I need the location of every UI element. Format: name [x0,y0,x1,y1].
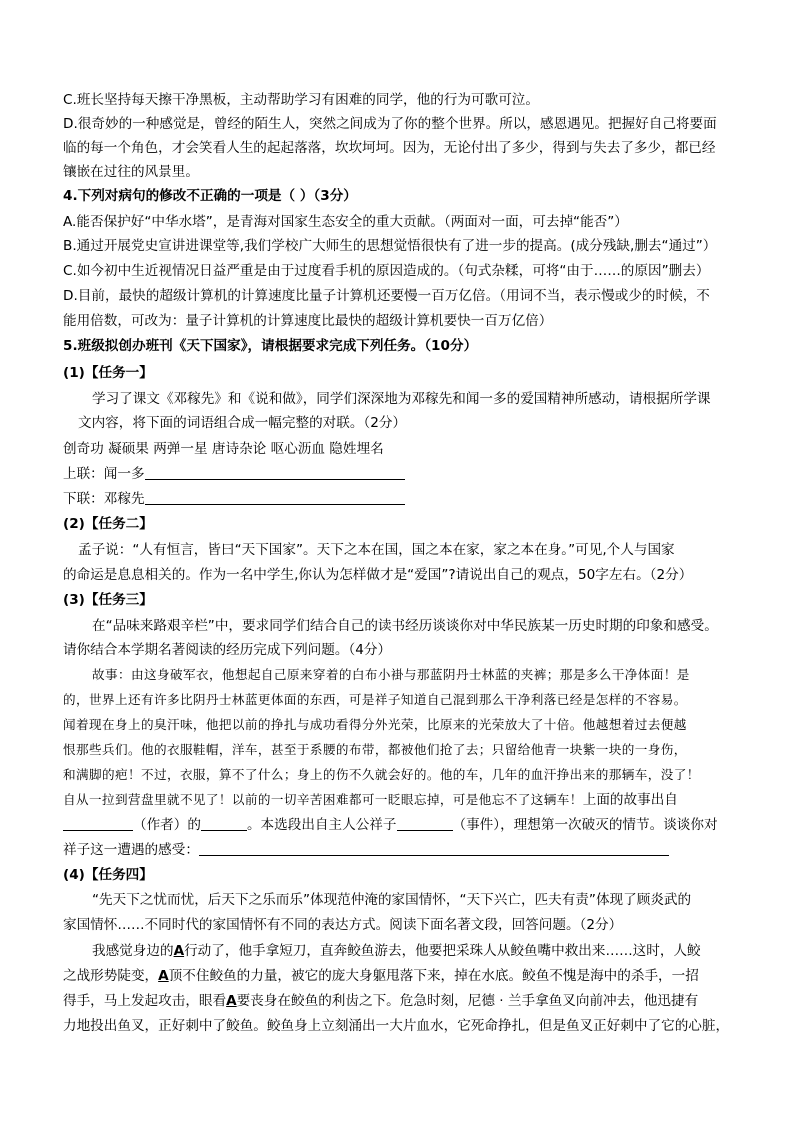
author-label: （作者）的 [133,817,201,833]
source-question-text: 上面的故事出自 [582,792,678,808]
source-question-row [63,814,718,836]
task-3-text-line2: 请你结合本学期名著阅读的经历完成下列问题。（4分） [63,642,392,658]
question-5-stem: 5.班级拟创办班刊《天下国家》，请根据要求完成下列任务。（10分） [63,338,478,354]
story-line2: 的，世界上还有许多比阴丹士林蓝更体面的东西，可是祥子知道自己混到那么干净利落已经是怎样的不容易。 [63,692,687,707]
event-lead: 。本选段出自主人公祥子 [246,817,397,833]
event-blank[interactable] [397,816,453,831]
book-title-blank[interactable] [201,816,247,831]
blank-a-2: A [158,968,169,984]
feeling-blank[interactable] [199,841,669,856]
passage-line1-start: 我感觉身边的 [92,943,174,959]
passage-line3-start: 得手，马上发起攻击，眼看 [63,993,227,1009]
task-3-heading: (3)【任务三】 [63,592,153,608]
passage-line3-end: 要丧身在鲛鱼的利齿之下。危急时刻，尼德 · 兰手拿鱼叉向前冲去，他迅捷有 [236,993,699,1009]
story-line6: 自从一拉到营盘里就不见了！以前的一切辛苦困难都可一眨眼忘掉，可是他忘不了这辆车！ [63,792,583,807]
lower-couplet-row [63,488,405,510]
upper-couplet-blank[interactable] [145,465,405,480]
q4-option-c: C.如今初中生近视情况日益严重是由于过度看手机的原因造成的。（句式杂糅，可将“由于……的原因”删去） [63,263,710,279]
task-1-heading: (1)【任务一】 [63,365,153,381]
task-4-heading: (4)【任务四】 [63,867,153,883]
task-4-text-line1: “先天下之忧而忧，后天下之乐而乐”体现范仲淹的家国情怀，“天下兴亡，匹夫有责”体现了顾炎武的 [92,892,692,908]
q4-option-b: B.通过开展党史宣讲进课堂等,我们学校广大师生的思想觉悟很快有了进一步的提高。(成分残缺,删去“通过”） [63,238,717,254]
q4-option-d-line2: 能用倍数，可改为：量子计算机的计算速度比最快的超级计算机要快一百万亿倍） [63,313,553,329]
author-blank[interactable] [63,816,133,831]
lower-couplet-label: 下联：邓稼先 [63,491,145,507]
task-2-text-line1: 孟子说：“人有恒言，皆曰“天下国家”。天下之本在国，国之本在家，家之本在身。”可见,个人与国家 [78,542,675,558]
passage-line2-end: 顶不住鲛鱼的力量，被它的庞大身躯甩落下来，掉在水底。鲛鱼不愧是海中的杀手，一招 [168,968,699,984]
blank-a-1: A [173,943,185,959]
question-4-stem: 4.下列对病句的修改不正确的一项是（ ）（3分） [63,188,357,204]
story-line6-row [63,789,678,811]
q4-option-a: A.能否保护好“中华水塔”，是青海对国家生态安全的重大贡献。（两面对一面，可去掉“能否”） [63,214,628,230]
story-line5: 和满脚的疤！不过，衣服，算不了什么；身上的伤不久就会好的。他的车，几年的血汗挣出来的那辆车，没了！ [63,767,700,782]
upper-couplet-label: 上联：闻一多 [63,466,145,482]
task-2-heading: (2)【任务二】 [63,516,153,532]
q4-option-d-line1: D.目前，最快的超级计算机的计算速度比量子计算机还要慢一百万亿倍。（用词不当，表示慢或少的时候，不 [63,288,710,304]
option-d-q3-line1: D.很奇妙的一种感觉是，曾经的陌生人，突然之间成为了你的整个世界。所以，感恩遇见。把握好自己将要面 [63,116,717,132]
option-c-q3: C.班长坚持每天擦干净黑板，主动帮助学习有困难的同学，他的行为可歌可泣。 [63,92,539,108]
passage-line2-start: 之战形势陡变， [63,968,159,984]
passage-line4: 力地投出鱼叉，正好刺中了鲛鱼。鲛鱼身上立刻涌出一大片血水，它死命挣扎，但是鱼叉正好刺中了它的心脏， [63,1018,730,1034]
word-bank: 创奇功 凝硕果 两弹一星 唐诗杂论 呕心沥血 隐姓埋名 [63,441,384,457]
upper-couplet-row [63,463,405,485]
passage-line1 [92,940,701,962]
passage-line3 [63,990,698,1012]
passage-line1-end: 行动了，他手拿短刀，直奔鲛鱼游去，他要把采珠人从鲛鱼嘴中救出来……这时，人鲛 [184,943,701,959]
option-d-q3-line3: 镶嵌在过往的风景里。 [63,164,199,180]
story-line1: 故事：由这身破军衣，他想起自己原来穿着的白布小褂与那蓝阴丹士林蓝的夹裤；那是多么干净体面！是 [92,667,690,682]
blank-a-3: A [226,993,237,1009]
option-d-q3-line2: 临的每一个角色，才会笑看人生的起起落落，坎坎坷坷。因为，无论付出了多少，得到与失去了多少，都已经 [63,140,716,156]
story-line3: 闻着现在身上的臭汗味，他把以前的挣扎与成功看得分外光荣，比原来的光荣放大了十倍。他越想着过去便越 [63,717,687,732]
task-1-text-line1: 学习了课文《邓稼先》和《说和做》，同学们深深地为邓稼先和闻一多的爱国精神所感动，请根据所学课 [92,391,711,407]
task-4-text-line2: 家国情怀……不同时代的家国情怀有不同的表达方式。阅读下面名著文段，回答问题。（2分） [63,917,623,933]
passage-line2 [63,965,699,987]
feeling-row [63,839,669,861]
lower-couplet-blank[interactable] [145,490,405,505]
story-line4: 恨那些兵们。他的衣服鞋帽，洋车，甚至于系腰的布带，都被他们抢了去；只留给他青一块紫一块的一身伤， [63,742,687,757]
task-1-text-line2: 文内容，将下面的词语组合成一幅完整的对联。（2分） [78,415,407,431]
event-tail: （事件），理想第一次破灭的情节。谈谈你对 [452,817,718,833]
feeling-label: 祥子这一遭遇的感受： [63,842,199,858]
task-3-text-line1: 在“品味来路艰辛栏”中，要求同学们结合自己的读书经历谈谈你对中华民族某一历史时期的印象和感受。 [92,618,718,634]
task-2-text-line2: 的命运是息息相关的。作为一名中学生,你认为怎样做才是“爱国”?请说出自己的观点，50字左右。（2分） [63,567,693,583]
